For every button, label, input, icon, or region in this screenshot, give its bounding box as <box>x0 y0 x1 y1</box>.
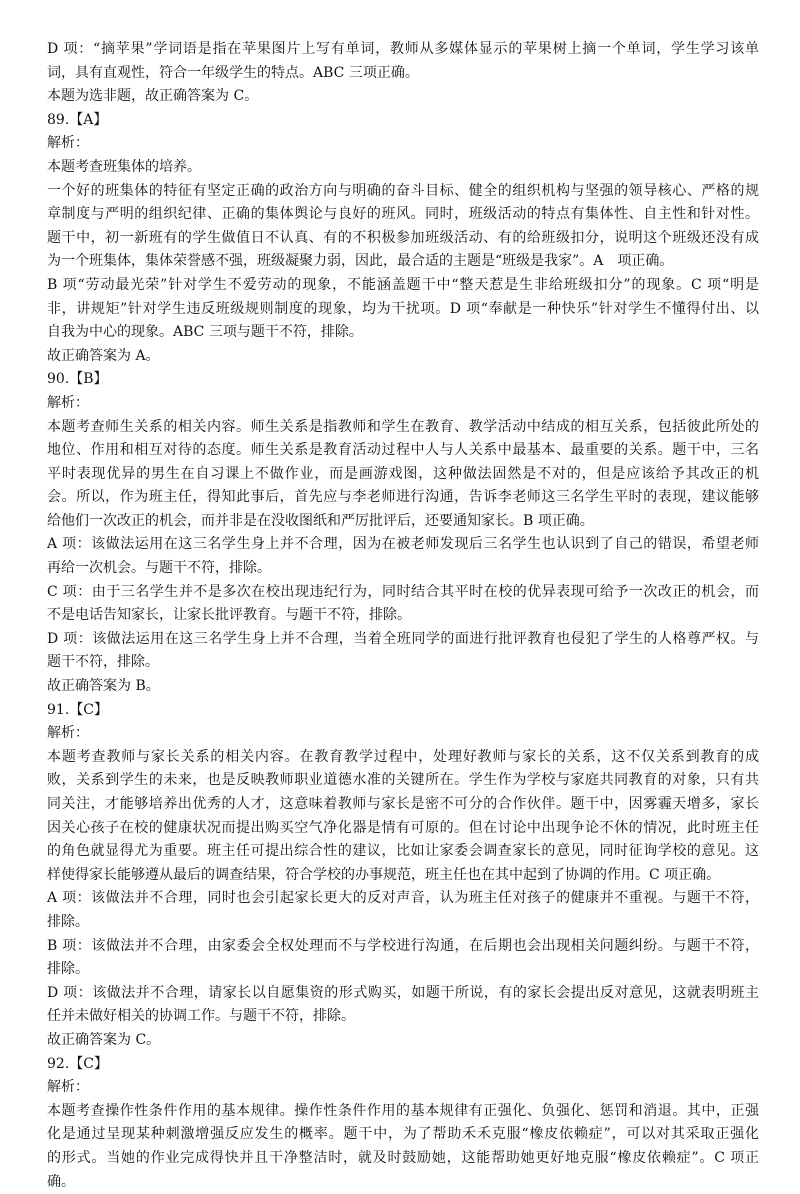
text-line: 解析： <box>47 722 759 746</box>
text-line: 因关心孩子在校的健康状况而提出购买空气净化器是情有可原的。但在讨论中出现争论不休的情况，此时班主任 <box>47 817 759 841</box>
text-line: 为一个班集体，集体荣誉感不强，班级凝聚力弱，因此，最合适的主题是“班级是我家”。A 项正确。 <box>47 250 759 274</box>
text-line: 91.【C】 <box>47 699 759 723</box>
text-line: 确。 <box>47 1171 759 1194</box>
text-line: 89.【A】 <box>47 109 759 133</box>
text-line: 同关注，才能够培养出优秀的人才，这意味着教师与家长是密不可分的合作伙伴。题干中，因雾霾天增多，家长 <box>47 793 759 817</box>
text-line: 样使得家长能够遵从最后的调查结果，符合学校的办事规范，班主任也在其中起到了协调的作用。C 项正确。 <box>47 864 759 888</box>
text-line: D 项：该做法运用在这三名学生身上并不合理，当着全班同学的面进行批评教育也侵犯了学生的人格尊严权。与 <box>47 628 759 652</box>
text-line: 本题考查教师与家长关系的相关内容。在教育教学过程中，处理好教师与家长的关系，这不仅关系到教育的成 <box>47 746 759 770</box>
text-line: 会。所以，作为班主任，得知此事后，首先应与李老师进行沟通，告诉李老师这三名学生平时的表现，建议能够 <box>47 486 759 510</box>
text-line: 自我为中心的现象。ABC 三项与题干不符，排除。 <box>47 321 759 345</box>
text-line: B 项：该做法并不合理，由家委会全权处理而不与学校进行沟通，在后期也会出现相关问题纠纷。与题干不符， <box>47 935 759 959</box>
text-line: 故正确答案为 A。 <box>47 345 759 369</box>
text-line: 再给一次机会。与题干不符，排除。 <box>47 557 759 581</box>
text-line: 一个好的班集体的特征有坚定正确的政治方向与明确的奋斗目标、健全的组织机构与坚强的领导核心、严格的规 <box>47 180 759 204</box>
text-line: 90.【B】 <box>47 368 759 392</box>
text-line: 章制度与严明的组织纪律、正确的集体舆论与良好的班风。同时，班级活动的特点有集体性、自主性和针对性。 <box>47 203 759 227</box>
text-line: 故正确答案为 C。 <box>47 1029 759 1053</box>
text-line: 地位、作用和相互对待的态度。师生关系是教育活动过程中人与人关系中最基本、最重要的关系。题干中，三名 <box>47 439 759 463</box>
text-line: 化是通过呈现某种刺激增强反应发生的概率。题干中，为了帮助禾禾克服“橡皮依赖症”，可以对其采取正强化 <box>47 1123 759 1147</box>
text-line: 解析： <box>47 132 759 156</box>
text-line: D 项：该做法并不合理，请家长以自愿集资的形式购买，如题干所说，有的家长会提出反对意见，这就表明班主 <box>47 982 759 1006</box>
text-line: A 项：该做法运用在这三名学生身上并不合理，因为在被老师发现后三名学生也认识到了自己的错误，希望老师 <box>47 533 759 557</box>
text-line: 本题为选非题，故正确答案为 C。 <box>47 85 759 109</box>
text-line: 平时表现优异的男生在自习课上不做作业，而是画游戏图，这种做法固然是不对的，但是应该给予其改正的机 <box>47 463 759 487</box>
text-line: 题干不符，排除。 <box>47 651 759 675</box>
text-line: 解析： <box>47 1076 759 1100</box>
text-line: D 项：“摘苹果”学词语是指在苹果图片上写有单词，教师从多媒体显示的苹果树上摘一个单词，学生学习该单 <box>47 38 759 62</box>
text-line: 92.【C】 <box>47 1053 759 1077</box>
text-line: 本题考查师生关系的相关内容。师生关系是指教师和学生在教育、教学活动中结成的相互关系，包括彼此所处的 <box>47 416 759 440</box>
document-page <box>47 38 759 1194</box>
text-line: 排除。 <box>47 911 759 935</box>
text-line: 的角色就显得尤为重要。班主任可提出综合性的建议，比如让家委会调查家长的意见，同时征询学校的意见。这 <box>47 840 759 864</box>
text-line: 的形式。当她的作业完成得快并且干净整洁时，就及时鼓励她，这能帮助她更好地克服“橡皮依赖症”。C 项正 <box>47 1147 759 1171</box>
text-line: 词，具有直观性，符合一年级学生的特点。ABC 三项正确。 <box>47 62 759 86</box>
text-line: C 项：由于三名学生并不是多次在校出现违纪行为，同时结合其平时在校的优异表现可给予一次改正的机会，而 <box>47 581 759 605</box>
text-line: B 项“劳动最光荣”针对学生不爱劳动的现象，不能涵盖题干中“整天惹是生非给班级扣分”的现象。C 项“明是 <box>47 274 759 298</box>
text-line: A 项：该做法并不合理，同时也会引起家长更大的反对声音，认为班主任对孩子的健康并不重视。与题干不符， <box>47 887 759 911</box>
text-line: 故正确答案为 B。 <box>47 675 759 699</box>
text-line: 本题考查班集体的培养。 <box>47 156 759 180</box>
text-line: 排除。 <box>47 958 759 982</box>
text-line: 任并未做好相关的协调工作。与题干不符，排除。 <box>47 1005 759 1029</box>
text-line: 解析： <box>47 392 759 416</box>
text-line: 本题考查操作性条件作用的基本规律。操作性条件作用的基本规律有正强化、负强化、惩罚和消退。其中，正强 <box>47 1100 759 1124</box>
text-line: 败，关系到学生的未来，也是反映教师职业道德水准的关键所在。学生作为学校与家庭共同教育的对象，只有共 <box>47 769 759 793</box>
text-line: 非，讲规矩”针对学生违反班级规则制度的现象，均为干扰项。D 项“奉献是一种快乐”针对学生不懂得付出、以 <box>47 298 759 322</box>
text-line: 不是电话告知家长，让家长批评教育。与题干不符，排除。 <box>47 604 759 628</box>
text-line: 题干中，初一新班有的学生做值日不认真、有的不积极参加班级活动、有的给班级扣分，说明这个班级还没有成 <box>47 227 759 251</box>
text-line: 给他们一次改正的机会，而并非是在没收图纸和严厉批评后，还要通知家长。B 项正确。 <box>47 510 759 534</box>
